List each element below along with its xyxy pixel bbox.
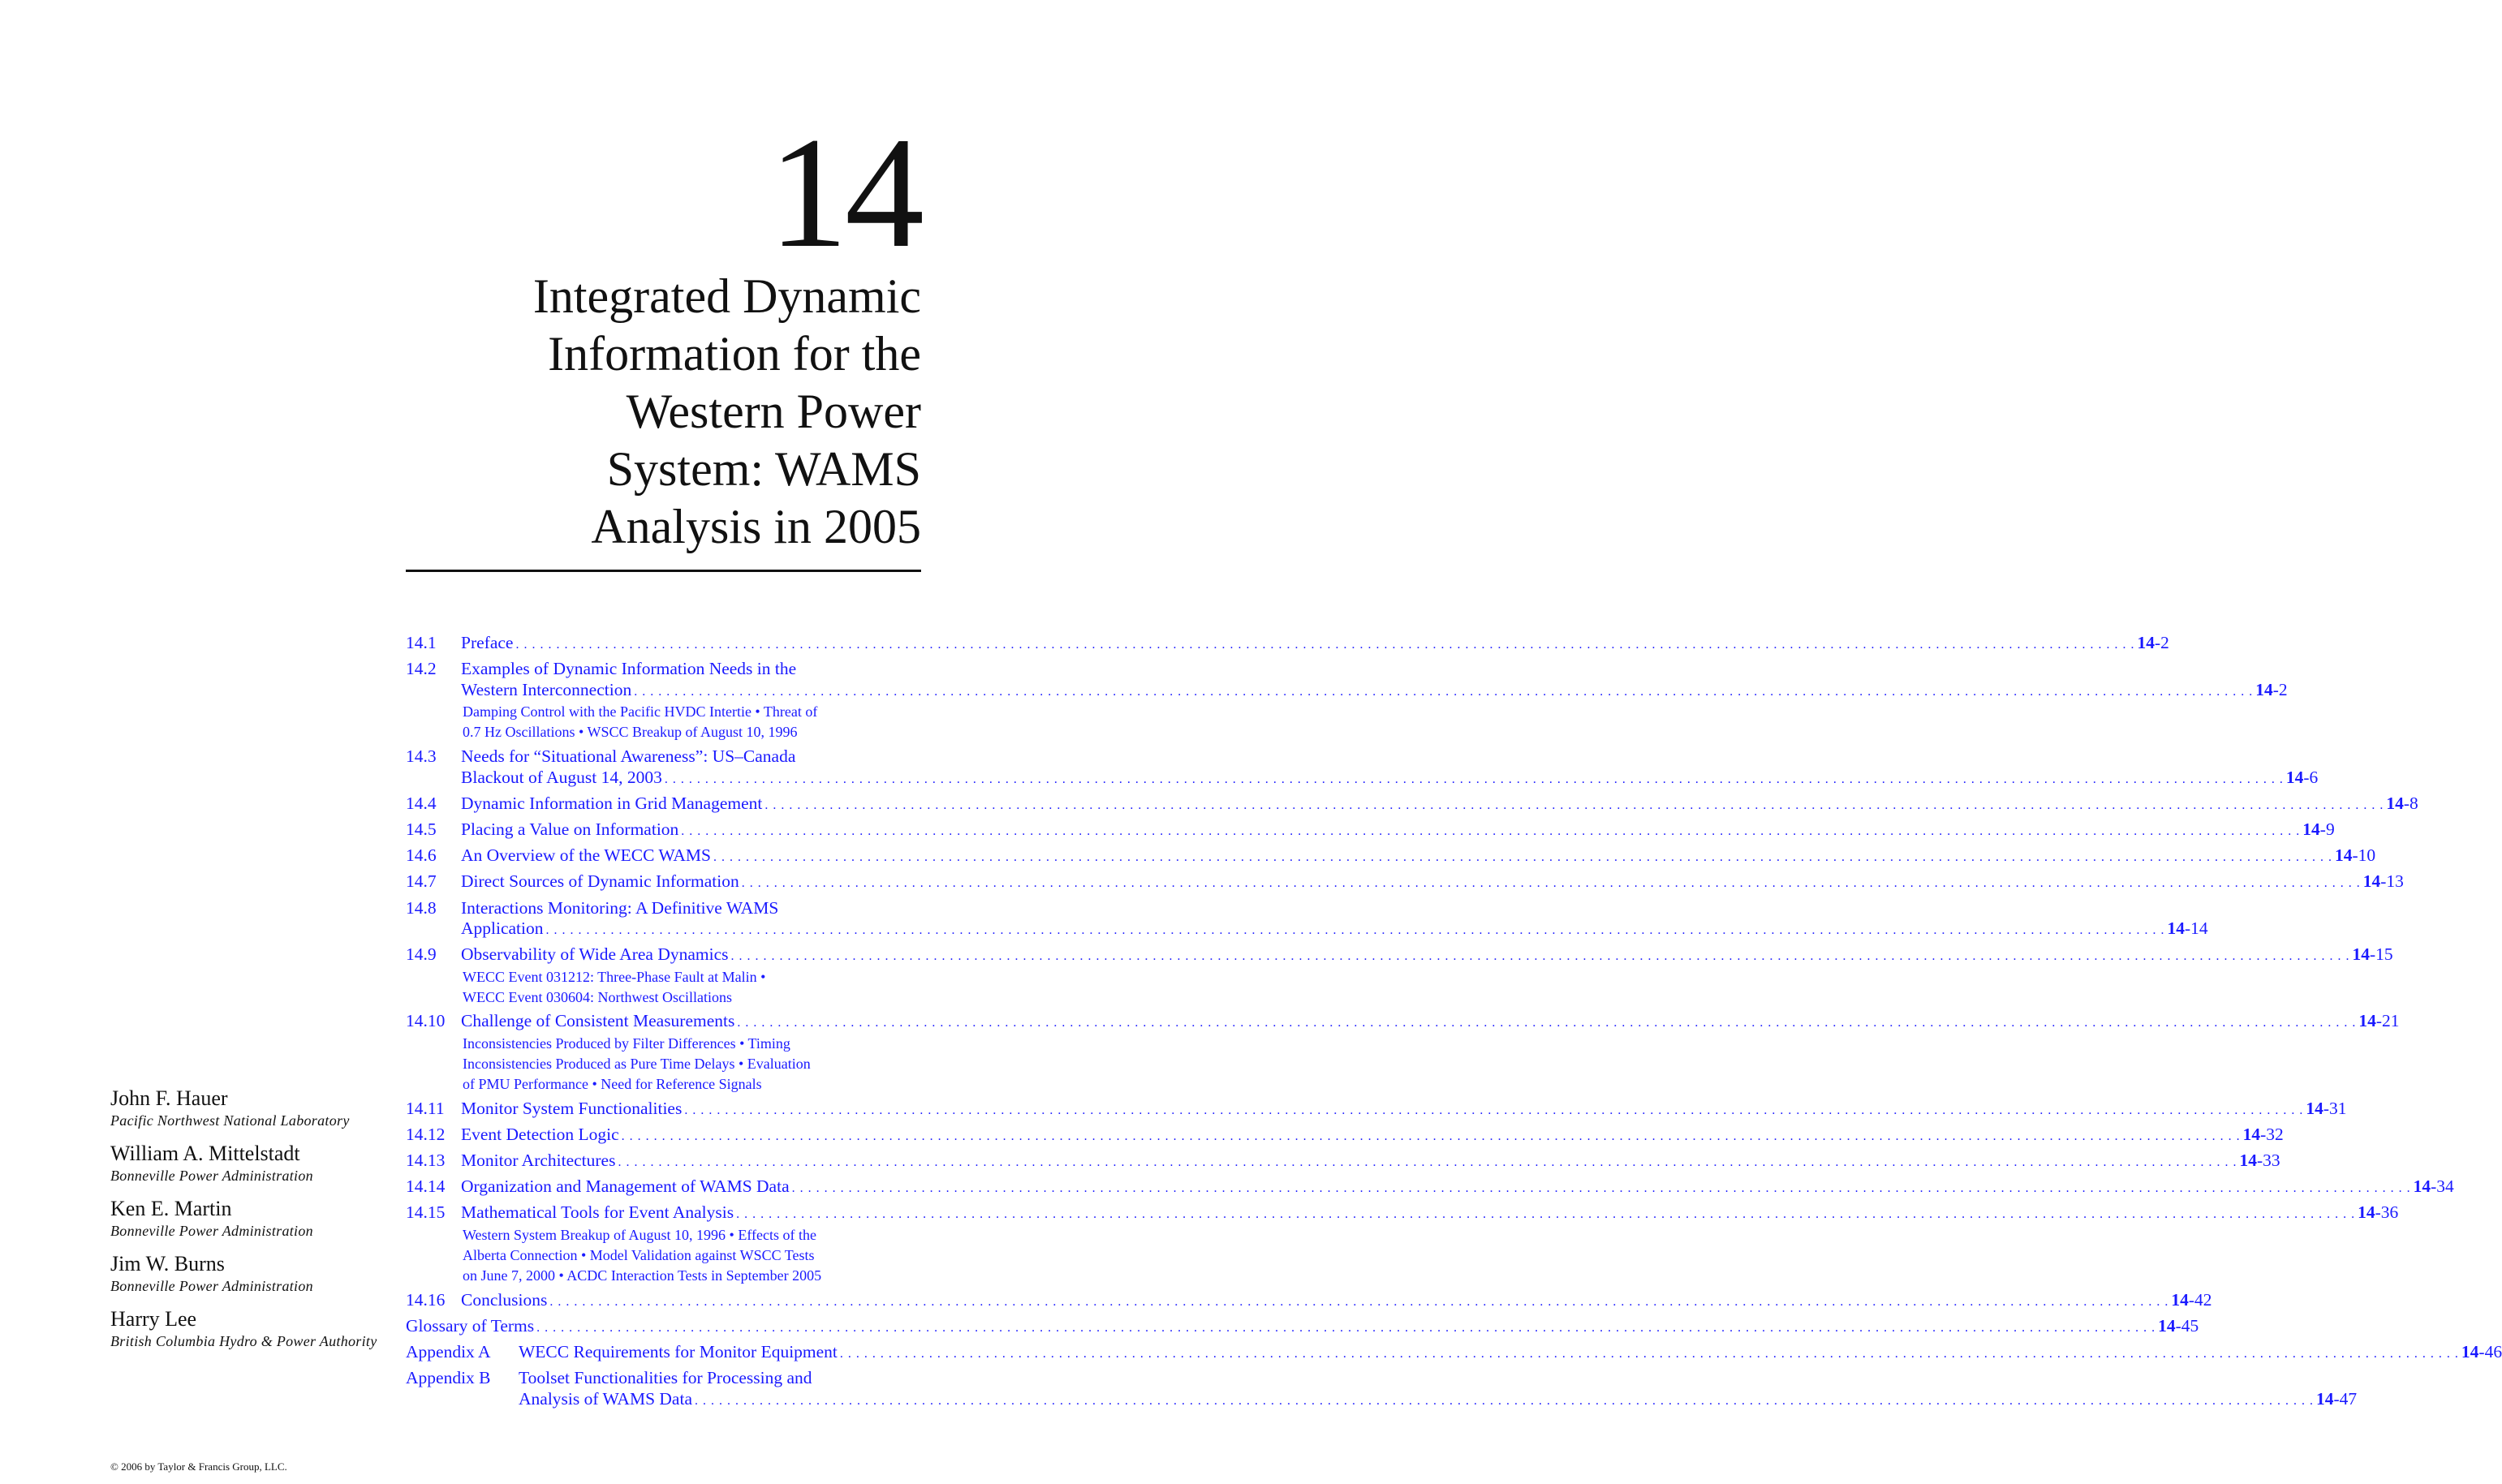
author-block <box>110 1251 378 1296</box>
toc-entry-title[interactable]: Preface <box>461 633 514 652</box>
page-suffix: -36 <box>2375 1202 2399 1223</box>
toc-page-number[interactable] <box>2306 1099 2346 1120</box>
toc-entry-title[interactable]: Conclusions <box>461 1289 548 1310</box>
dot-leader: . . . . . . . . . . . . . . . . . . . . . . . . . . . . . . . . . . . . . . . . . . . . . . . . . . . . . . . . . . . . . . . . . . . . . . . . . . . . . . . . . . . . . . . . . . . . . . . . . . . . . . . . . . . . . . . . . . . . . . . . . . . . . . . . . . . . . . . . . . . . . . . . . . . . . . . . . . . . . . . . . . . . . . . . . . . . . . . . . . . . . . . . . . . . . . . . . . . . . . . . <box>839 1346 2459 1361</box>
page-chapter-prefix: 14 <box>2242 1124 2261 1144</box>
toc-entry-title[interactable]: Application <box>461 918 544 939</box>
author-affiliation: Bonneville Power Administration <box>110 1223 313 1239</box>
toc-entry-body <box>461 1202 2399 1286</box>
toc-entry-body <box>519 1368 2358 1411</box>
toc-subsection-line[interactable]: Damping Control with the Pacific HVDC Intertie • Threat of <box>463 703 818 720</box>
toc-entry-leader-line[interactable] <box>461 793 2418 816</box>
author-name: Harry Lee <box>110 1307 197 1331</box>
page-chapter-prefix: 14 <box>2302 819 2320 839</box>
chapter-title-line: Information for the <box>548 327 921 381</box>
toc-entry-number[interactable]: 14.10 <box>406 1011 446 1031</box>
toc-entry-body <box>461 746 2319 789</box>
toc-entry-leader-line[interactable] <box>461 1124 2284 1147</box>
page-chapter-prefix: 14 <box>2158 1315 2176 1336</box>
dot-leader: . . . . . . . . . . . . . . . . . . . . . . . . . . . . . . . . . . . . . . . . . . . . . . . . . . . . . . . . . . . . . . . . . . . . . . . . . . . . . . . . . . . . . . . . . . . . . . . . . . . . . . . . . . . . . . . . . . . . . . . . . . . . . . . . . . . . . . . . . . . . . . . . . . . . . . . . . . . . . . . . . . . . . . . . . . . . . . . . . . . . . . . . . . . . . . . . . . . . . . . . <box>737 1016 2357 1030</box>
dot-leader: . . . . . . . . . . . . . . . . . . . . . . . . . . . . . . . . . . . . . . . . . . . . . . . . . . . . . . . . . . . . . . . . . . . . . . . . . . . . . . . . . . . . . . . . . . . . . . . . . . . . . . . . . . . . . . . . . . . . . . . . . . . . . . . . . . . . . . . . . . . . . . . . . . . . . . . . . . . . . . . . . . . . . . . . . . . . . . . . . . . . . . . . . . . . . . . . . . . . . . . . <box>695 1393 2314 1408</box>
toc-page-number[interactable] <box>2358 1011 2399 1032</box>
page-chapter-prefix: 14 <box>2255 679 2273 699</box>
toc-entry-title[interactable]: An Overview of the WECC WAMS <box>461 845 711 866</box>
page-suffix: -9 <box>2319 819 2335 839</box>
author-affiliation: British Columbia Hydro & Power Authority <box>110 1333 377 1349</box>
toc-entry[interactable] <box>406 897 2208 941</box>
toc-entry[interactable] <box>406 845 2376 868</box>
toc-entry-body <box>406 1315 2199 1339</box>
toc-entry-leader-line[interactable] <box>461 1098 2347 1121</box>
copyright-footer: © 2006 by Taylor & Francis Group, LLC. <box>110 1460 287 1473</box>
page-suffix: -2 <box>2154 633 2169 652</box>
toc-entry[interactable] <box>406 746 2319 789</box>
page-suffix: -6 <box>2303 767 2319 787</box>
toc-entry-body <box>461 1011 2400 1095</box>
page-chapter-prefix: 14 <box>2461 1341 2479 1361</box>
toc-entry-number[interactable]: 14.7 <box>406 871 437 892</box>
toc-entry-title[interactable]: Needs for “Situational Awareness”: US–Canada <box>461 746 796 766</box>
toc-entry-number[interactable]: 14.11 <box>406 1098 445 1118</box>
dot-leader: . . . . . . . . . . . . . . . . . . . . . . . . . . . . . . . . . . . . . . . . . . . . . . . . . . . . . . . . . . . . . . . . . . . . . . . . . . . . . . . . . . . . . . . . . . . . . . . . . . . . . . . . . . . . . . . . . . . . . . . . . . . . . . . . . . . . . . . . . . . . . . . . . . . . . . . . . . . . . . . . . . . . . . . . . . . . . . . . . . . . . . . . . . . . . . . . . . . . . . . . <box>634 684 2254 699</box>
toc-page-number[interactable] <box>2353 944 2393 966</box>
toc-entry-title[interactable]: Examples of Dynamic Information Needs in the <box>461 659 797 679</box>
toc-entry-title[interactable]: WECC Requirements for Monitor Equipment <box>519 1341 838 1361</box>
page-suffix: -47 <box>2333 1388 2358 1409</box>
toc-page-number[interactable] <box>2286 768 2318 789</box>
toc-subsection-line[interactable]: of PMU Performance • Need for Reference Signals <box>463 1076 762 1093</box>
dot-leader: . . . . . . . . . . . . . . . . . . . . . . . . . . . . . . . . . . . . . . . . . . . . . . . . . . . . . . . . . . . . . . . . . . . . . . . . . . . . . . . . . . . . . . . . . . . . . . . . . . . . . . . . . . . . . . . . . . . . . . . . . . . . . . . . . . . . . . . . . . . . . . . . . . . . . . . . . . . . . . . . . . . . . . . . . . . . . . . . . . . . . . . . . . . . . . . . . . . . . . . . <box>736 1207 2356 1222</box>
page-suffix: -32 <box>2260 1124 2284 1144</box>
dot-leader: . . . . . . . . . . . . . . . . . . . . . . . . . . . . . . . . . . . . . . . . . . . . . . . . . . . . . . . . . . . . . . . . . . . . . . . . . . . . . . . . . . . . . . . . . . . . . . . . . . . . . . . . . . . . . . . . . . . . . . . . . . . . . . . . . . . . . . . . . . . . . . . . . . . . . . . . . . . . . . . . . . . . . . . . . . . . . . . . . . . . . . . . . . . . . . . . . . . . . . . . <box>791 1181 2411 1196</box>
dot-leader: . . . . . . . . . . . . . . . . . . . . . . . . . . . . . . . . . . . . . . . . . . . . . . . . . . . . . . . . . . . . . . . . . . . . . . . . . . . . . . . . . . . . . . . . . . . . . . . . . . . . . . . . . . . . . . . . . . . . . . . . . . . . . . . . . . . . . . . . . . . . . . . . . . . . . . . . . . . . . . . . . . . . . . . . . . . . . . . . . . . . . . . . . . . . . . . . . . . . . . . . <box>664 772 2284 786</box>
toc-entry-number[interactable]: 14.15 <box>406 1202 446 1223</box>
toc-entry-leader-line[interactable] <box>461 845 2376 868</box>
page-suffix: -31 <box>2323 1098 2347 1118</box>
toc-entry-number[interactable]: 14.8 <box>406 897 437 918</box>
dot-leader: . . . . . . . . . . . . . . . . . . . . . . . . . . . . . . . . . . . . . . . . . . . . . . . . . . . . . . . . . . . . . . . . . . . . . . . . . . . . . . . . . . . . . . . . . . . . . . . . . . . . . . . . . . . . . . . . . . . . . . . . . . . . . . . . . . . . . . . . . . . . . . . . . . . . . . . . . . . . . . . . . . . . . . . . . . . . . . . . . . . . . . . . . . . . . . . . . . . . . . . . <box>549 1294 2169 1309</box>
toc-entry-leader-line[interactable] <box>461 679 2288 703</box>
toc-entry-number[interactable]: 14.2 <box>406 659 437 679</box>
toc-entry[interactable] <box>406 1341 2502 1365</box>
toc-entry-number[interactable]: Appendix A <box>406 1341 491 1361</box>
toc-entry-leader-line[interactable] <box>461 871 2404 894</box>
toc-entry[interactable] <box>406 1289 2212 1313</box>
page-suffix: -45 <box>2175 1315 2199 1336</box>
toc-page-number[interactable] <box>2137 633 2168 654</box>
toc-entry-title[interactable]: Analysis of WAMS Data <box>519 1388 692 1409</box>
toc-entry-body <box>461 633 2169 656</box>
toc-subsection-line[interactable]: on June 7, 2000 • ACDC Interaction Tests in September 2005 <box>463 1267 822 1284</box>
author-name: Ken E. Martin <box>110 1197 232 1220</box>
toc-entry-leader-line[interactable] <box>461 819 2335 842</box>
chapter-title-line: Integrated Dynamic <box>532 269 921 323</box>
toc-entry-title[interactable]: Organization and Management of WAMS Data <box>461 1176 790 1197</box>
toc-entry-number[interactable]: 14.12 <box>406 1124 446 1144</box>
toc-page-number[interactable] <box>2255 680 2287 701</box>
toc-entry[interactable] <box>406 633 2169 656</box>
page-chapter-prefix: 14 <box>2285 767 2304 787</box>
dot-leader: . . . . . . . . . . . . . . . . . . . . . . . . . . . . . . . . . . . . . . . . . . . . . . . . . . . . . . . . . . . . . . . . . . . . . . . . . . . . . . . . . . . . . . . . . . . . . . . . . . . . . . . . . . . . . . . . . . . . . . . . . . . . . . . . . . . . . . . . . . . . . . . . . . . . . . . . . . . . . . . . . . . . . . . . . . . . . . . . . . . . . . . . . . . . . . . . . . . . . . . . <box>684 1103 2304 1117</box>
toc-page-number[interactable] <box>2158 1316 2198 1337</box>
page-suffix: -10 <box>2352 845 2376 866</box>
toc-entry-number[interactable]: 14.1 <box>406 633 437 652</box>
toc-entry-title[interactable]: Blackout of August 14, 2003 <box>461 767 662 787</box>
toc-entry-title[interactable]: Glossary of Terms <box>406 1315 535 1336</box>
chapter-title <box>533 268 921 556</box>
toc-entry[interactable] <box>406 1368 2358 1411</box>
toc-page-number[interactable] <box>2358 1202 2398 1224</box>
page-chapter-prefix: 14 <box>2137 633 2155 652</box>
toc-subsection-line[interactable]: Western System Breakup of August 10, 1996 • Effects of the <box>463 1227 816 1243</box>
dot-leader: . . . . . . . . . . . . . . . . . . . . . . . . . . . . . . . . . . . . . . . . . . . . . . . . . . . . . . . . . . . . . . . . . . . . . . . . . . . . . . . . . . . . . . . . . . . . . . . . . . . . . . . . . . . . . . . . . . . . . . . . . . . . . . . . . . . . . . . . . . . . . . . . . . . . . . . . . . . . . . . . . . . . . . . . . . . . . . . . . . . . . . . . . . . . . . . . . . . . . . . . <box>618 1155 2237 1170</box>
page-suffix: -21 <box>2375 1011 2400 1031</box>
page-suffix: -33 <box>2256 1151 2280 1171</box>
toc-page-number[interactable] <box>2243 1125 2284 1146</box>
page-suffix: -34 <box>2431 1176 2454 1197</box>
toc-page-number[interactable] <box>2335 845 2375 867</box>
toc-entry-leader-line[interactable] <box>461 1202 2399 1225</box>
toc-entry-body <box>461 1289 2212 1313</box>
toc-entry[interactable] <box>406 819 2335 842</box>
page-chapter-prefix: 14 <box>2413 1176 2431 1197</box>
dot-leader: . . . . . . . . . . . . . . . . . . . . . . . . . . . . . . . . . . . . . . . . . . . . . . . . . . . . . . . . . . . . . . . . . . . . . . . . . . . . . . . . . . . . . . . . . . . . . . . . . . . . . . . . . . . . . . . . . . . . . . . . . . . . . . . . . . . . . . . . . . . . . . . . . . . . . . . . . . . . . . . . . . . . . . . . . . . . . . . . . . . . . . . . . . . . . . . . . . . . . . . . <box>681 824 2301 838</box>
toc-entry-body <box>519 1341 2502 1365</box>
toc-entry-body <box>461 659 2288 742</box>
page-chapter-prefix: 14 <box>2167 918 2185 939</box>
author-block <box>110 1141 378 1185</box>
toc-entry-body <box>461 1124 2284 1147</box>
author-affiliation: Bonneville Power Administration <box>110 1168 313 1184</box>
dot-leader: . . . . . . . . . . . . . . . . . . . . . . . . . . . . . . . . . . . . . . . . . . . . . . . . . . . . . . . . . . . . . . . . . . . . . . . . . . . . . . . . . . . . . . . . . . . . . . . . . . . . . . . . . . . . . . . . . . . . . . . . . . . . . . . . . . . . . . . . . . . . . . . . . . . . . . . . . . . . . . . . . . . . . . . . . . . . . . . . . . . . . . . . . . . . . . . . . . . . . . . . <box>621 1129 2241 1143</box>
toc-entry-body <box>461 944 2393 1008</box>
author-block <box>110 1196 378 1241</box>
toc-subsection-line[interactable]: WECC Event 031212: Three-Phase Fault at Malin • <box>463 968 766 985</box>
toc-entry-title[interactable]: Challenge of Consistent Measurements <box>461 1011 735 1031</box>
toc-entry-leader-line[interactable] <box>461 767 2319 790</box>
toc-entry-title[interactable]: Toolset Functionalities for Processing and <box>519 1368 812 1388</box>
toc-entry-number[interactable]: 14.13 <box>406 1151 446 1171</box>
page-suffix: -8 <box>2403 793 2418 813</box>
toc-entry-title[interactable]: Dynamic Information in Grid Management <box>461 793 763 813</box>
toc-entry-title[interactable]: Monitor System Functionalities <box>461 1098 683 1118</box>
toc-entry-number[interactable]: 14.4 <box>406 793 437 813</box>
toc-entry[interactable] <box>406 944 2393 1008</box>
page-suffix: -46 <box>2478 1341 2502 1361</box>
toc-entry-leader-line[interactable] <box>461 1176 2454 1199</box>
toc-entry[interactable] <box>406 659 2288 742</box>
toc-entry-leader-line[interactable] <box>519 1341 2502 1365</box>
page-suffix: -2 <box>2272 679 2288 699</box>
dot-leader: . . . . . . . . . . . . . . . . . . . . . . . . . . . . . . . . . . . . . . . . . . . . . . . . . . . . . . . . . . . . . . . . . . . . . . . . . . . . . . . . . . . . . . . . . . . . . . . . . . . . . . . . . . . . . . . . . . . . . . . . . . . . . . . . . . . . . . . . . . . . . . . . . . . . . . . . . . . . . . . . . . . . . . . . . . . . . . . . . . . . . . . . . . . . . . . . . . . . . . . . <box>536 1320 2156 1335</box>
dot-leader: . . . . . . . . . . . . . . . . . . . . . . . . . . . . . . . . . . . . . . . . . . . . . . . . . . . . . . . . . . . . . . . . . . . . . . . . . . . . . . . . . . . . . . . . . . . . . . . . . . . . . . . . . . . . . . . . . . . . . . . . . . . . . . . . . . . . . . . . . . . . . . . . . . . . . . . . . . . . . . . . . . . . . . . . . . . . . . . . . . . . . . . . . . . . . . . . . . . . . . . . <box>741 876 2361 891</box>
dot-leader: . . . . . . . . . . . . . . . . . . . . . . . . . . . . . . . . . . . . . . . . . . . . . . . . . . . . . . . . . . . . . . . . . . . . . . . . . . . . . . . . . . . . . . . . . . . . . . . . . . . . . . . . . . . . . . . . . . . . . . . . . . . . . . . . . . . . . . . . . . . . . . . . . . . . . . . . . . . . . . . . . . . . . . . . . . . . . . . . . . . . . . . . . . . . . . . . . . . . . . . . <box>515 638 2135 652</box>
author-block <box>110 1306 378 1351</box>
toc-entry-leader-line[interactable] <box>519 1388 2358 1412</box>
toc-entry-body <box>461 1176 2454 1199</box>
page-chapter-prefix: 14 <box>2306 1098 2323 1118</box>
toc-page-number[interactable] <box>2302 819 2334 841</box>
dot-leader: . . . . . . . . . . . . . . . . . . . . . . . . . . . . . . . . . . . . . . . . . . . . . . . . . . . . . . . . . . . . . . . . . . . . . . . . . . . . . . . . . . . . . . . . . . . . . . . . . . . . . . . . . . . . . . . . . . . . . . . . . . . . . . . . . . . . . . . . . . . . . . . . . . . . . . . . . . . . . . . . . . . . . . . . . . . . . . . . . . . . . . . . . . . . . . . . . . . . . . . . <box>730 949 2350 964</box>
author-name: John F. Hauer <box>110 1086 228 1110</box>
toc-entry-number[interactable]: 14.5 <box>406 819 437 839</box>
toc-page-number[interactable] <box>2414 1176 2454 1198</box>
toc-entry-number[interactable]: 14.6 <box>406 845 437 866</box>
author-name: William A. Mittelstadt <box>110 1142 300 1165</box>
toc-entry-body <box>461 897 2208 941</box>
page-chapter-prefix: 14 <box>2386 793 2404 813</box>
toc-entry-title[interactable]: Mathematical Tools for Event Analysis <box>461 1202 734 1223</box>
page-suffix: -15 <box>2370 944 2393 965</box>
toc-page-number[interactable] <box>2239 1151 2280 1172</box>
toc-entry-leader-line[interactable] <box>461 1289 2212 1313</box>
toc-subsection-line[interactable]: Alberta Connection • Model Validation against WSCC Tests <box>463 1247 815 1263</box>
toc-entry[interactable] <box>406 871 2404 894</box>
toc-entry[interactable] <box>406 793 2418 816</box>
toc-entry-body <box>461 1098 2347 1121</box>
page-chapter-prefix: 14 <box>2352 944 2371 965</box>
page-chapter-prefix: 14 <box>2362 871 2381 892</box>
chapter-title-line: Analysis in 2005 <box>591 500 921 553</box>
page-chapter-prefix: 14 <box>2171 1289 2189 1310</box>
table-of-contents <box>406 633 2502 1411</box>
toc-entry-number[interactable]: 14.14 <box>406 1176 446 1197</box>
toc-entry-number[interactable]: 14.3 <box>406 746 437 766</box>
toc-page-number[interactable] <box>2461 1342 2502 1363</box>
toc-subsection-line[interactable]: 0.7 Hz Oscillations • WSCC Breakup of August 10, 1996 <box>463 724 798 741</box>
toc-entry[interactable] <box>406 1315 2199 1339</box>
toc-entry[interactable] <box>406 1176 2454 1199</box>
toc-entry-leader-line[interactable] <box>461 633 2169 656</box>
page-suffix: -14 <box>2185 918 2208 939</box>
toc-page-number[interactable] <box>2171 1290 2211 1311</box>
toc-entry-title[interactable]: Western Interconnection <box>461 679 632 699</box>
toc-entry-title[interactable]: Placing a Value on Information <box>461 819 679 839</box>
chapter-number: 14 <box>769 105 921 281</box>
page-chapter-prefix: 14 <box>2239 1151 2257 1171</box>
toc-entry-body <box>461 845 2376 868</box>
toc-subsection-line[interactable]: Inconsistencies Produced as Pure Time Delays • Evaluation <box>463 1056 811 1073</box>
dot-leader: . . . . . . . . . . . . . . . . . . . . . . . . . . . . . . . . . . . . . . . . . . . . . . . . . . . . . . . . . . . . . . . . . . . . . . . . . . . . . . . . . . . . . . . . . . . . . . . . . . . . . . . . . . . . . . . . . . . . . . . . . . . . . . . . . . . . . . . . . . . . . . . . . . . . . . . . . . . . . . . . . . . . . . . . . . . . . . . . . . . . . . . . . . . . . . . . . . . . . . . . <box>764 798 2384 812</box>
author-affiliation: Bonneville Power Administration <box>110 1278 313 1294</box>
toc-entry-number[interactable]: 14.16 <box>406 1289 446 1310</box>
toc-entry-number[interactable]: 14.9 <box>406 944 437 965</box>
toc-page-number[interactable] <box>2363 871 2404 893</box>
toc-entry-leader-line[interactable] <box>461 1011 2400 1034</box>
page-chapter-prefix: 14 <box>2358 1202 2375 1223</box>
chapter-title-line: Western Power <box>626 385 921 438</box>
page-suffix: -13 <box>2380 871 2404 892</box>
author-affiliation: Pacific Northwest National Laboratory <box>110 1112 350 1129</box>
toc-entry[interactable] <box>406 1124 2284 1147</box>
toc-entry[interactable] <box>406 1202 2399 1286</box>
toc-entry-title[interactable]: Direct Sources of Dynamic Information <box>461 871 739 892</box>
toc-entry[interactable] <box>406 1011 2400 1095</box>
toc-page-number[interactable] <box>2168 918 2208 940</box>
toc-entry-leader-line[interactable] <box>461 1151 2280 1173</box>
page-suffix: -42 <box>2188 1289 2212 1310</box>
toc-page-number[interactable] <box>2316 1389 2357 1410</box>
toc-entry-title[interactable]: Observability of Wide Area Dynamics <box>461 944 729 965</box>
dot-leader: . . . . . . . . . . . . . . . . . . . . . . . . . . . . . . . . . . . . . . . . . . . . . . . . . . . . . . . . . . . . . . . . . . . . . . . . . . . . . . . . . . . . . . . . . . . . . . . . . . . . . . . . . . . . . . . . . . . . . . . . . . . . . . . . . . . . . . . . . . . . . . . . . . . . . . . . . . . . . . . . . . . . . . . . . . . . . . . . . . . . . . . . . . . . . . . . . . . . . . . . <box>545 923 2165 938</box>
toc-entry-body <box>461 819 2335 842</box>
page-chapter-prefix: 14 <box>2334 845 2353 866</box>
author-block <box>110 1086 378 1130</box>
chapter-title-line: System: WAMS <box>606 442 921 496</box>
toc-page-number[interactable] <box>2386 794 2418 815</box>
toc-entry-title[interactable]: Event Detection Logic <box>461 1124 619 1144</box>
toc-entry[interactable] <box>406 1151 2280 1173</box>
toc-subsection-line[interactable]: WECC Event 030604: Northwest Oscillations <box>463 988 732 1005</box>
toc-entry-body <box>461 1151 2280 1173</box>
toc-entry-body <box>461 793 2418 816</box>
title-divider <box>406 570 921 572</box>
toc-entry-title[interactable]: Monitor Architectures <box>461 1151 616 1171</box>
toc-entry-title[interactable]: Interactions Monitoring: A Definitive WAMS <box>461 897 779 918</box>
toc-entry-body <box>461 871 2404 894</box>
dot-leader: . . . . . . . . . . . . . . . . . . . . . . . . . . . . . . . . . . . . . . . . . . . . . . . . . . . . . . . . . . . . . . . . . . . . . . . . . . . . . . . . . . . . . . . . . . . . . . . . . . . . . . . . . . . . . . . . . . . . . . . . . . . . . . . . . . . . . . . . . . . . . . . . . . . . . . . . . . . . . . . . . . . . . . . . . . . . . . . . . . . . . . . . . . . . . . . . . . . . . . . . <box>713 850 2332 865</box>
toc-entry[interactable] <box>406 1098 2347 1121</box>
page-chapter-prefix: 14 <box>2358 1011 2376 1031</box>
toc-subsection-line[interactable]: Inconsistencies Produced by Filter Differences • Timing <box>463 1035 790 1052</box>
author-name: Jim W. Burns <box>110 1252 225 1275</box>
author-list <box>110 1086 378 1361</box>
page-chapter-prefix: 14 <box>2316 1388 2334 1409</box>
toc-entry-leader-line[interactable] <box>461 918 2208 941</box>
toc-entry-leader-line[interactable] <box>406 1315 2199 1339</box>
toc-entry-leader-line[interactable] <box>461 944 2393 967</box>
toc-entry-number[interactable]: Appendix B <box>406 1368 491 1388</box>
